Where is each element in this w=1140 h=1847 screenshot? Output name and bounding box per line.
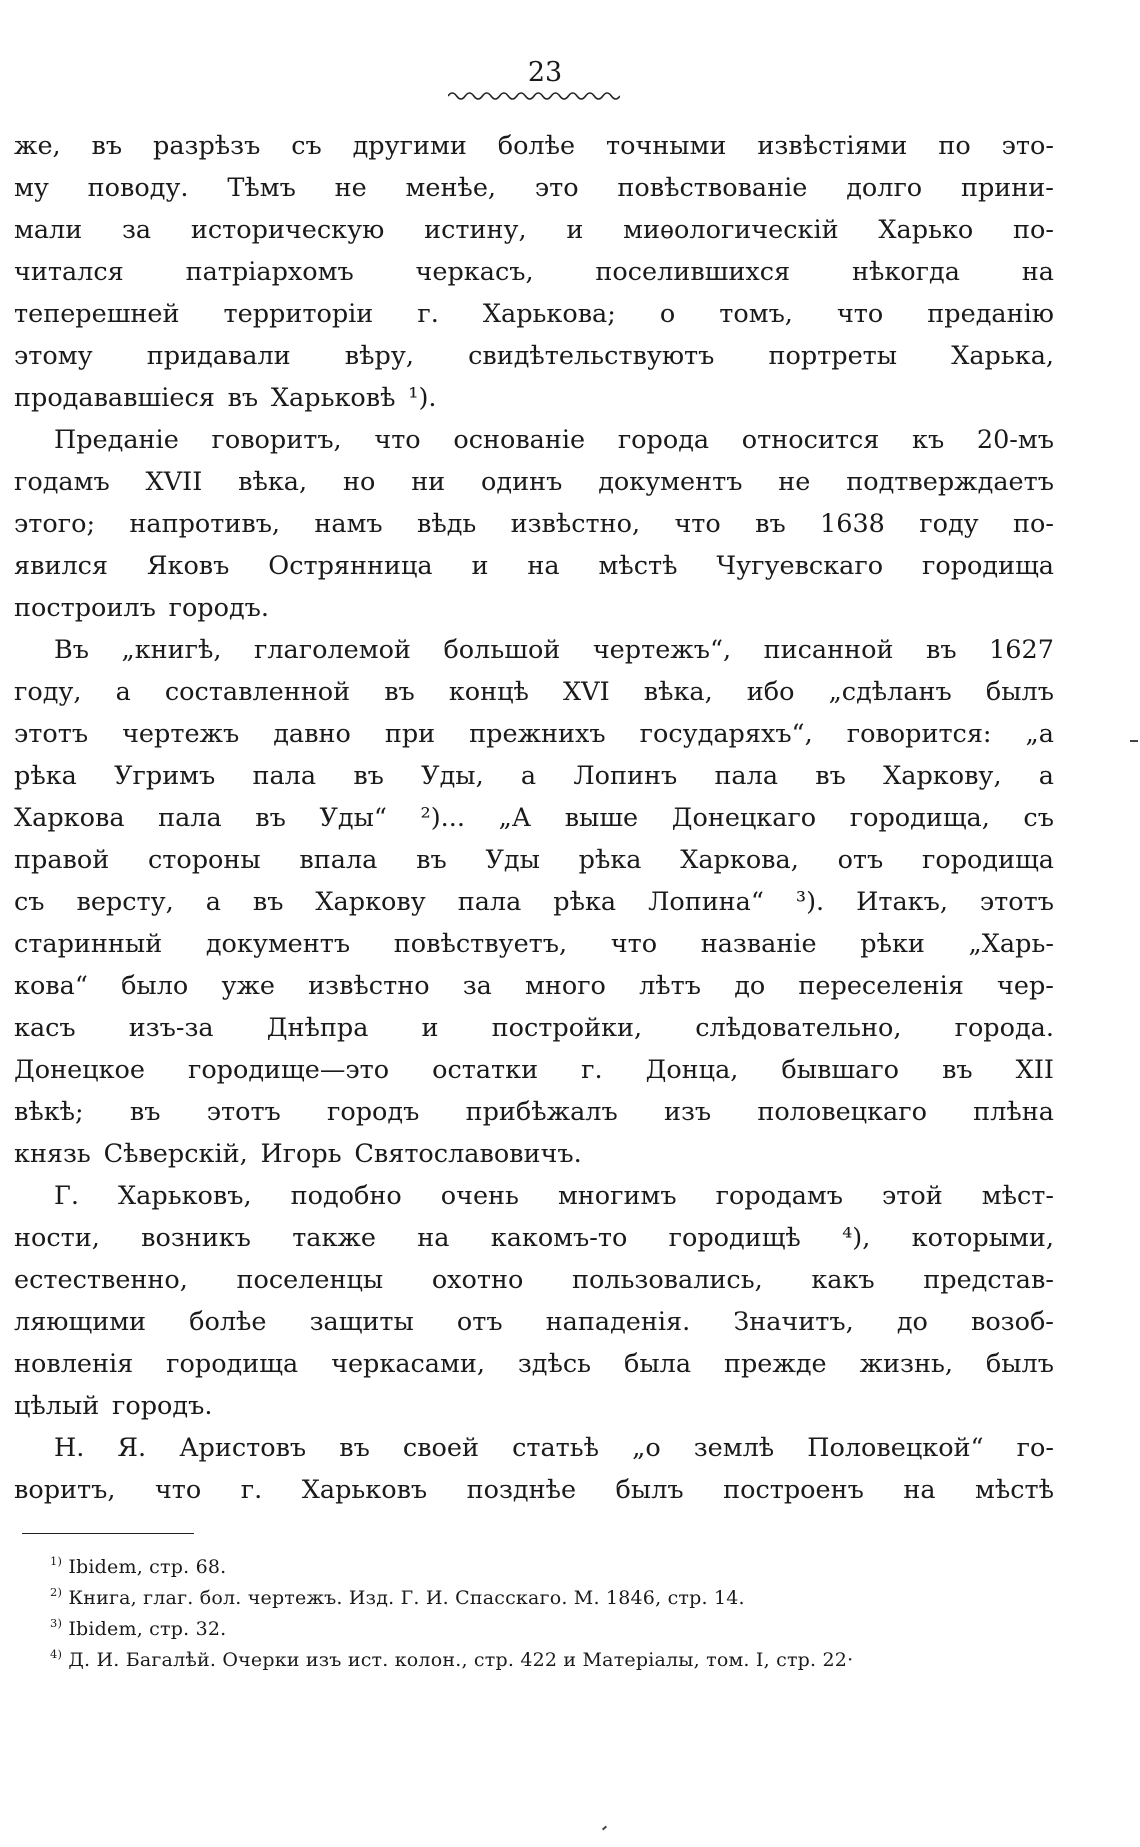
footnote-mark: 1) — [50, 1554, 63, 1569]
footnote-text: Ibidem, стр. 68. — [62, 1556, 227, 1578]
footnote-mark: 3) — [50, 1616, 63, 1631]
footnote-text: Ibidem, стр. 32. — [62, 1618, 227, 1640]
page-number-ornament — [448, 90, 620, 102]
footnote — [50, 1552, 1040, 1583]
text-line: кова“ было уже извѣстно за много лѣтъ до переселенія чер- — [14, 971, 1054, 1001]
text-line: теперешней территоріи г. Харькова; о томъ, что преданію — [14, 299, 1054, 329]
text-line: Донецкое городище—это остатки г. Донца, бывшаго въ XII — [14, 1055, 1054, 1085]
text-line: мали за историческую истину, и миѳологическій Харько по- — [14, 215, 1054, 245]
text-line: же, въ разрѣзъ съ другими болѣе точными извѣстіями по это- — [14, 131, 1054, 161]
footnote-mark: 2) — [50, 1585, 63, 1600]
text-line: князь Сѣверскій, Игорь Святославовичъ. — [14, 1139, 582, 1169]
text-line: рѣка Угримъ пала въ Уды, а Лопинъ пала въ Харкову, а — [14, 761, 1054, 791]
text-line: вѣкѣ; въ этотъ городъ прибѣжалъ изъ половецкаго плѣна — [14, 1097, 1054, 1127]
text-line: построилъ городъ. — [14, 593, 270, 623]
footnote-separator — [22, 1533, 194, 1534]
body-text — [14, 125, 1054, 1511]
text-line: годамъ XVII вѣка, но ни одинъ документъ не подтверждаетъ — [14, 467, 1054, 497]
text-line: му поводу. Тѣмъ не менѣе, это повѣствованіе долго прини- — [14, 173, 1054, 203]
page-number: 23 — [527, 57, 563, 88]
text-line: ности, возникъ также на какомъ-то городищѣ ⁴), которыми, — [14, 1223, 1054, 1253]
text-line: явился Яковъ Острянница и на мѣстѣ Чугуевскаго городища — [14, 551, 1054, 581]
text-line: этого; напротивъ, намъ вѣдь извѣстно, что въ 1638 году по- — [14, 509, 1054, 539]
text-line: съ версту, а въ Харкову пала рѣка Лопина“ ³). Итакъ, этотъ — [14, 887, 1054, 917]
text-line: Въ „книгѣ, глаголемой большой чертежъ“, писанной въ 1627 — [54, 635, 1054, 665]
text-line: этому придавали вѣру, свидѣтельствуютъ портреты Харька, — [14, 341, 1054, 371]
footnote-text: Книга, глаг. бол. чертежъ. Изд. Г. И. Спасскаго. М. 1846, стр. 14. — [62, 1587, 745, 1609]
footnote-text: Д. И. Багалѣй. Очерки изъ ист. колон., стр. 422 и Матеріалы, том. I, стр. 22· — [62, 1649, 854, 1671]
text-line: правой стороны впала въ Уды рѣка Харкова, отъ городища — [14, 845, 1054, 875]
footnote — [50, 1583, 1040, 1614]
text-line: Харкова пала въ Уды“ ²)... „А выше Донецкаго городища, съ — [14, 803, 1054, 833]
text-line: читался патріархомъ черкасъ, поселившихся нѣкогда на — [14, 257, 1054, 287]
footnote-mark: 4) — [50, 1647, 63, 1662]
text-line: ляющими болѣе защиты отъ нападенія. Значитъ, до возоб- — [14, 1307, 1054, 1337]
text-line: цѣлый городъ. — [14, 1391, 213, 1421]
text-line: старинный документъ повѣствуетъ, что названіе рѣки „Харь- — [14, 929, 1054, 959]
footnote — [50, 1614, 1040, 1645]
text-line: новленія городища черкасами, здѣсь была прежде жизнь, былъ — [14, 1349, 1054, 1379]
text-line: Г. Харьковъ, подобно очень многимъ городамъ этой мѣст- — [54, 1181, 1054, 1211]
text-line: касъ изъ-за Днѣпра и постройки, слѣдовательно, города. — [14, 1013, 1054, 1043]
text-line: Преданіе говоритъ, что основаніе города относится къ 20-мъ — [54, 425, 1054, 455]
footnotes — [50, 1552, 1040, 1676]
text-line: году, а составленной въ концѣ XVI вѣка, ибо „сдѣланъ былъ — [14, 677, 1054, 707]
scan-speck — [1130, 740, 1138, 742]
footnote — [50, 1645, 1040, 1676]
text-line: естественно, поселенцы охотно пользовались, какъ представ- — [14, 1265, 1054, 1295]
text-line: продававшіеся въ Харьковѣ ¹). — [14, 383, 437, 413]
text-line: воритъ, что г. Харьковъ позднѣе былъ построенъ на мѣстѣ — [14, 1475, 1054, 1505]
text-line: этотъ чертежъ давно при прежнихъ государяхъ“, говорится: „а — [14, 719, 1054, 749]
scan-speck — [602, 1826, 607, 1831]
text-line: Н. Я. Аристовъ въ своей статьѣ „о землѣ Половецкой“ го- — [54, 1433, 1054, 1463]
